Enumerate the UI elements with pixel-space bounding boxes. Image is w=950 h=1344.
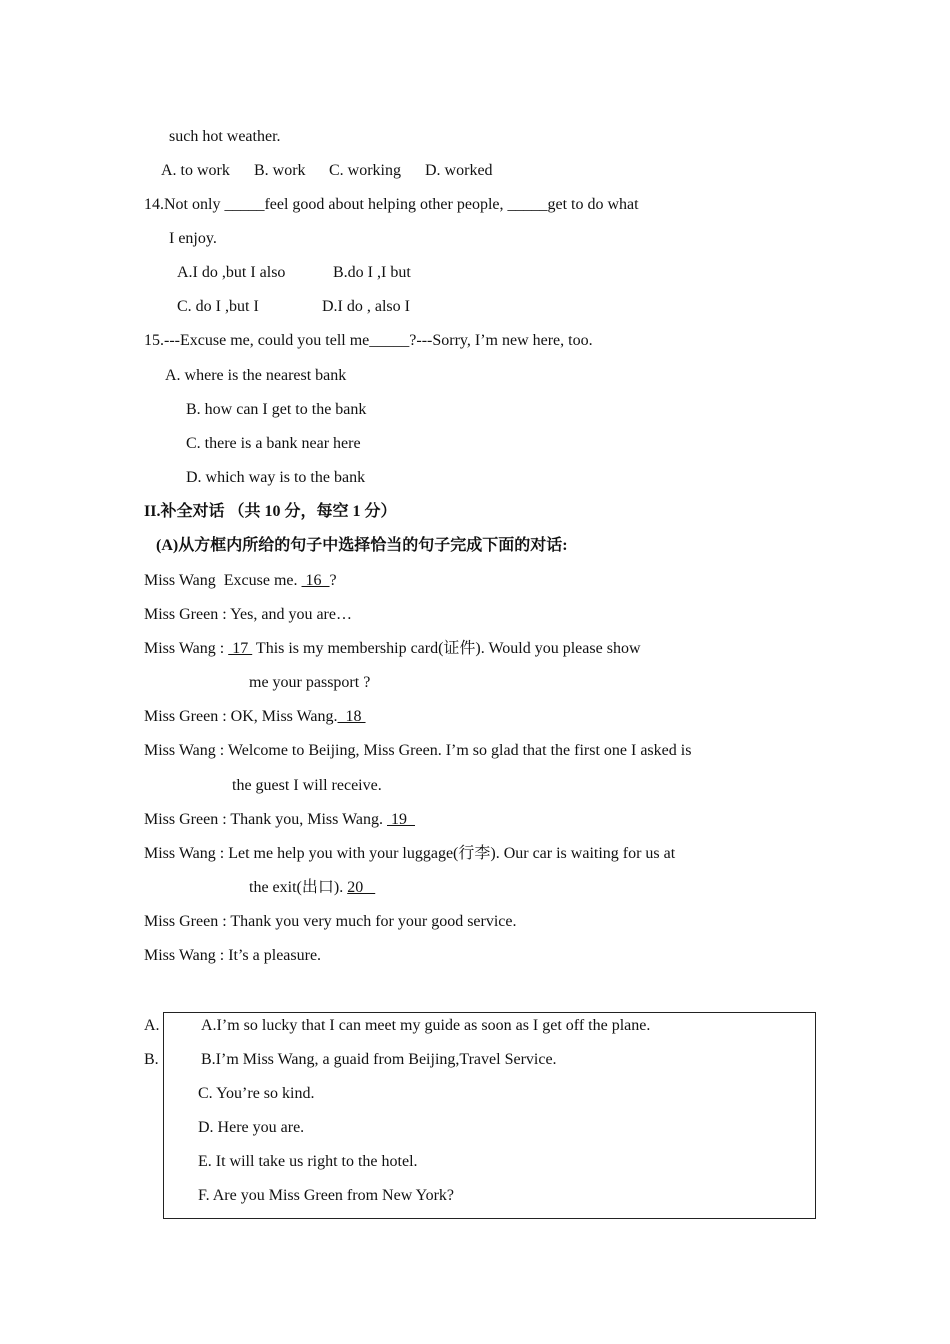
- q15-option-d: D. which way is to the bank: [186, 469, 366, 486]
- dialogue-line: Miss Green : Yes, and you are…: [144, 606, 352, 623]
- box-option-e: E. It will take us right to the hotel.: [198, 1153, 418, 1170]
- q15-option-b: B. how can I get to the bank: [186, 401, 367, 418]
- q13-option-d: D. worked: [425, 162, 493, 179]
- q14-option-d: D.I do , also I: [322, 298, 410, 315]
- dialogue-line: Miss Green : Thank you very much for your good service.: [144, 913, 517, 930]
- section-instruction: (A)从方框内所给的句子中选择恰当的句子完成下面的对话:: [156, 537, 568, 554]
- dialogue-line-continuation: me your passport ?: [249, 674, 371, 691]
- box-option-c: C. You’re so kind.: [198, 1085, 315, 1102]
- q14-option-b: B.do I ,I but: [333, 264, 411, 281]
- dialogue-line: Miss Green : Thank you, Miss Wang. 19: [144, 811, 415, 828]
- section-title: II.补全对话 （共 10 分，每空 1 分）: [144, 503, 397, 520]
- dialogue-line: Miss Wang : It’s a pleasure.: [144, 947, 322, 964]
- box-option-d: D. Here you are.: [198, 1119, 305, 1136]
- q13-option-b: B. work: [254, 162, 306, 179]
- q14-stem-continuation: I enjoy.: [169, 230, 217, 247]
- dialogue-line: Miss Wang Excuse me. 16 ?: [144, 572, 337, 589]
- q14-option-a: A.I do ,but I also: [177, 264, 286, 281]
- q15-option-a: A. where is the nearest bank: [165, 367, 347, 384]
- q15-stem: 15.---Excuse me, could you tell me_____?---Sorry, I’m new here, too.: [144, 332, 593, 349]
- answer-blank-18: 18: [337, 708, 366, 725]
- q13-option-a: A. to work: [161, 162, 230, 179]
- box-outside-label-a: A.: [144, 1017, 160, 1034]
- dialogue-line: Miss Green : OK, Miss Wang. 18: [144, 708, 366, 725]
- answer-blank-19: 19: [387, 811, 415, 828]
- q13-stem-continuation: such hot weather.: [169, 128, 281, 145]
- q15-option-c: C. there is a bank near here: [186, 435, 361, 452]
- box-outside-label-b: B.: [144, 1051, 159, 1068]
- dialogue-line-continuation: the exit(出口). 20: [249, 879, 376, 896]
- dialogue-line-continuation: the guest I will receive.: [232, 777, 382, 794]
- q14-option-c: C. do I ,but I: [177, 298, 259, 315]
- dialogue-line: Miss Wang : Let me help you with your luggage(行李). Our car is waiting for us at: [144, 845, 676, 862]
- dialogue-line: Miss Wang : Welcome to Beijing, Miss Green. I’m so glad that the first one I asked is: [144, 742, 692, 759]
- dialogue-line: Miss Wang : 17 This is my membership card(证件). Would you please show: [144, 640, 641, 657]
- q14-stem: 14.Not only _____feel good about helping other people, _____get to do what: [144, 196, 639, 213]
- answer-blank-17: 17: [228, 640, 253, 657]
- q13-option-c: C. working: [329, 162, 401, 179]
- box-option-b: B.I’m Miss Wang, a guaid from Beijing,Travel Service.: [201, 1051, 557, 1068]
- answer-blank-16: 16: [301, 572, 330, 589]
- box-option-a: A.I’m so lucky that I can meet my guide as soon as I get off the plane.: [201, 1017, 651, 1034]
- box-option-f: F. Are you Miss Green from New York?: [198, 1187, 455, 1204]
- answer-blank-20: 20: [347, 879, 376, 896]
